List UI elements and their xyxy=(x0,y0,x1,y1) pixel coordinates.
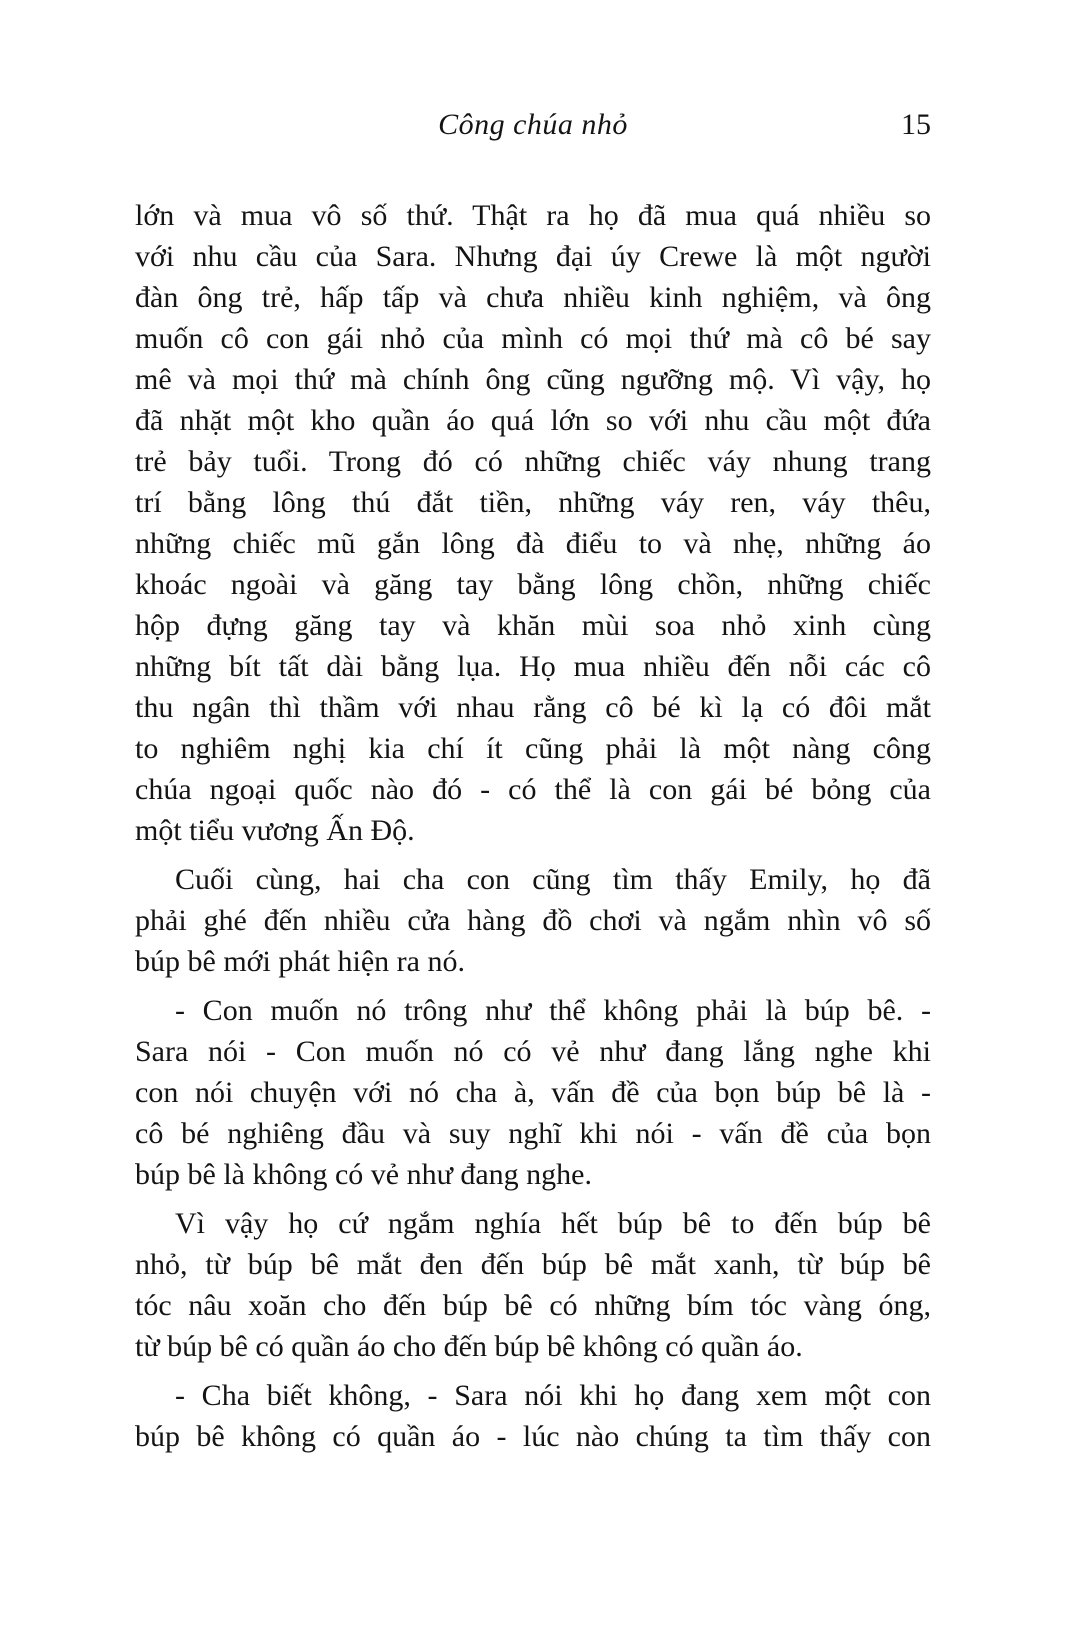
text-line: nhỏ, từ búp bê mắt đen đến búp bê mắt xanh, từ búp bê xyxy=(135,1248,931,1281)
text-line: - Cha biết không, - Sara nói khi họ đang xem một con xyxy=(175,1379,931,1412)
running-head xyxy=(135,104,931,146)
text-line: búp bê là không có vẻ như đang nghe. xyxy=(135,1158,592,1191)
text-line: cô bé nghiêng đầu và suy nghĩ khi nói - vấn đề của bọn xyxy=(135,1117,931,1150)
paragraph xyxy=(135,1375,931,1457)
text-line: khoác ngoài và găng tay bằng lông chồn, những chiếc xyxy=(135,568,931,601)
text-line: mê và mọi thứ mà chính ông cũng ngưỡng mộ. Vì vậy, họ xyxy=(135,363,931,396)
text-line: thu ngân thì thầm với nhau rằng cô bé kì lạ có đôi mắt xyxy=(135,691,931,724)
text-line: phải ghé đến nhiều cửa hàng đồ chơi và ngắm nhìn vô số xyxy=(135,904,931,937)
paragraph xyxy=(135,1203,931,1367)
text-line: hộp đựng găng tay và khăn mùi soa nhỏ xinh cùng xyxy=(135,609,931,642)
page-number: 15 xyxy=(901,108,931,141)
paragraph xyxy=(135,990,931,1195)
text-line: đã nhặt một kho quần áo quá lớn so với nhu cầu một đứa xyxy=(135,404,931,437)
text-line: những bít tất dài bằng lụa. Họ mua nhiều đến nỗi các cô xyxy=(135,650,931,683)
text-line: trẻ bảy tuổi. Trong đó có những chiếc váy nhung trang xyxy=(135,445,931,478)
text-line: lớn và mua vô số thứ. Thật ra họ đã mua quá nhiều so xyxy=(135,199,931,232)
text-line: to nghiêm nghị kia chí ít cũng phải là một nàng công xyxy=(135,732,931,765)
text-line: Vì vậy họ cứ ngắm nghía hết búp bê to đến búp bê xyxy=(175,1207,931,1240)
text-line: búp bê không có quần áo - lúc nào chúng ta tìm thấy con xyxy=(135,1420,931,1453)
text-line: muốn cô con gái nhỏ của mình có mọi thứ mà cô bé say xyxy=(135,322,931,355)
paragraph xyxy=(135,195,931,851)
paragraph xyxy=(135,859,931,982)
text-line: Sara nói - Con muốn nó có vẻ như đang lắng nghe khi xyxy=(135,1035,931,1068)
text-line: những chiếc mũ gắn lông đà điểu to và nhẹ, những áo xyxy=(135,527,931,560)
text-line: đàn ông trẻ, hấp tấp và chưa nhiều kinh nghiệm, và ông xyxy=(135,281,931,314)
text-line: - Con muốn nó trông như thể không phải là búp bê. - xyxy=(175,994,931,1027)
text-line: con nói chuyện với nó cha à, vấn đề của bọn búp bê là - xyxy=(135,1076,931,1109)
page-title: Công chúa nhỏ xyxy=(438,108,628,141)
text-line: với nhu cầu của Sara. Nhưng đại úy Crewe là một người xyxy=(135,240,931,273)
page-body xyxy=(135,195,931,1457)
text-line: búp bê mới phát hiện ra nó. xyxy=(135,945,465,978)
text-line: chúa ngoại quốc nào đó - có thể là con gái bé bỏng của xyxy=(135,773,931,806)
text-line: tóc nâu xoăn cho đến búp bê có những bím tóc vàng óng, xyxy=(135,1289,931,1322)
text-line: trí bằng lông thú đắt tiền, những váy ren, váy thêu, xyxy=(135,486,931,519)
text-line: từ búp bê có quần áo cho đến búp bê không có quần áo. xyxy=(135,1330,803,1363)
text-line: một tiểu vương Ấn Độ. xyxy=(135,814,415,847)
text-line: Cuối cùng, hai cha con cũng tìm thấy Emily, họ đã xyxy=(175,863,931,896)
text-block xyxy=(135,104,931,1465)
